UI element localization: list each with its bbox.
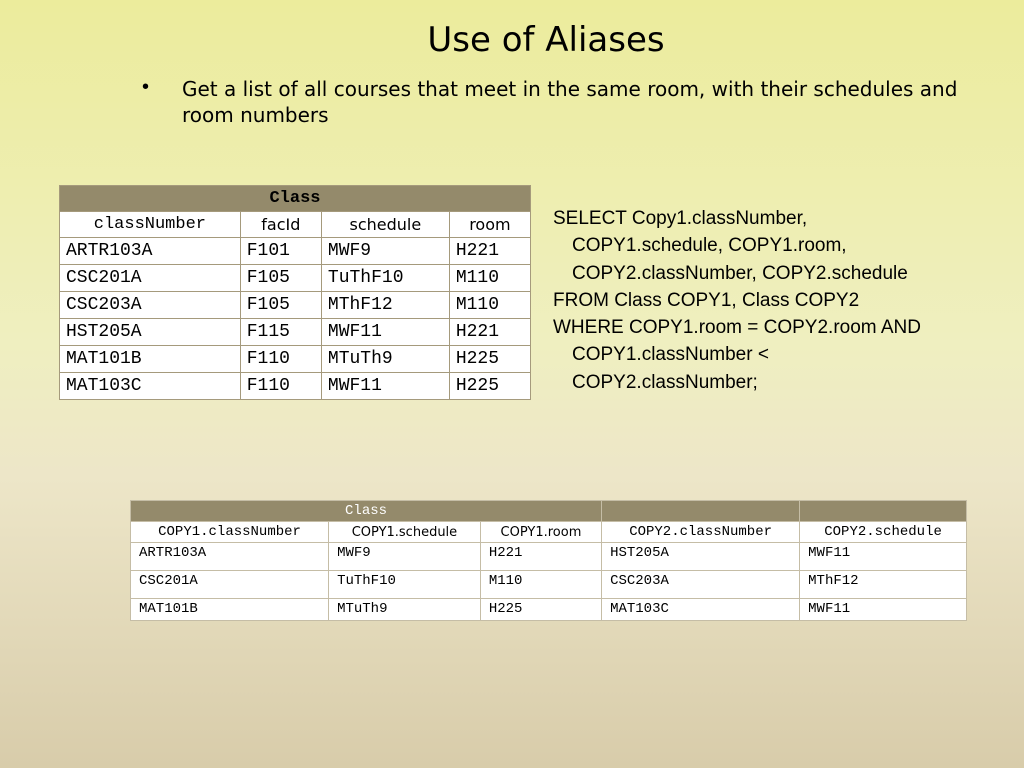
table-cell: MAT101B xyxy=(60,346,241,373)
col-header-copy1-schedule: COPY1.schedule xyxy=(329,522,481,543)
table-cell: F105 xyxy=(240,292,321,319)
slide-title: Use of Aliases xyxy=(427,20,665,60)
col-header-copy1-classnumber: COPY1.classNumber xyxy=(131,522,329,543)
table-cell: H225 xyxy=(449,373,530,400)
table-cell: H221 xyxy=(480,543,601,571)
table-cell: TuThF10 xyxy=(329,571,481,599)
sql-line: SELECT Copy1.classNumber, xyxy=(553,208,808,229)
table-cell: CSC203A xyxy=(602,571,800,599)
table-cell: M110 xyxy=(480,571,601,599)
bullet-icon: • xyxy=(142,76,150,98)
table-cell: F101 xyxy=(240,238,321,265)
table-cell: F110 xyxy=(240,346,321,373)
table-cell: MWF11 xyxy=(800,599,967,621)
result-table-header-blank xyxy=(602,501,800,522)
table-cell: CSC201A xyxy=(60,265,241,292)
table-cell: H221 xyxy=(449,238,530,265)
result-table-header-blank xyxy=(800,501,967,522)
table-cell: ARTR103A xyxy=(131,543,329,571)
table-row xyxy=(60,238,531,265)
sql-line: WHERE COPY1.room = COPY2.room AND xyxy=(553,317,921,339)
table-cell: CSC203A xyxy=(60,292,241,319)
col-header-copy2-classnumber: COPY2.classNumber xyxy=(602,522,800,543)
col-header-classnumber: classNumber xyxy=(60,212,241,238)
sql-line: COPY2.classNumber, COPY2.schedule xyxy=(572,262,908,284)
result-table-columns xyxy=(131,522,967,543)
table-cell: MAT103C xyxy=(60,373,241,400)
result-table-header-row xyxy=(131,501,967,522)
table-cell: MWF9 xyxy=(321,238,449,265)
table-row xyxy=(131,543,967,571)
table-row xyxy=(60,346,531,373)
table-cell: M110 xyxy=(449,265,530,292)
sql-line: COPY1.schedule, COPY1.room, xyxy=(572,235,847,257)
result-table-header: Class xyxy=(131,501,602,522)
table-cell: F115 xyxy=(240,319,321,346)
col-header-copy1-room: COPY1.room xyxy=(480,522,601,543)
sql-query xyxy=(553,205,1013,396)
col-header-room: room xyxy=(449,212,530,238)
table-cell: ARTR103A xyxy=(60,238,241,265)
sql-line: FROM Class COPY1, Class COPY2 xyxy=(553,289,860,311)
table-cell: MTuTh9 xyxy=(329,599,481,621)
table-cell: H225 xyxy=(449,346,530,373)
col-header-copy2-schedule: COPY2.schedule xyxy=(800,522,967,543)
table-row xyxy=(60,319,531,346)
table-row xyxy=(60,265,531,292)
table-cell: H221 xyxy=(449,319,530,346)
sql-line: COPY2.classNumber; xyxy=(572,371,758,393)
table-row xyxy=(131,599,967,621)
col-header-schedule: schedule xyxy=(321,212,449,238)
table-cell: MAT103C xyxy=(602,599,800,621)
col-header-facid: facId xyxy=(240,212,321,238)
table-cell: MWF9 xyxy=(329,543,481,571)
result-table xyxy=(130,500,967,621)
table-cell: M110 xyxy=(449,292,530,319)
table-row xyxy=(131,571,967,599)
table-cell: MTuTh9 xyxy=(321,346,449,373)
table-cell: TuThF10 xyxy=(321,265,449,292)
sql-line: COPY1.classNumber < xyxy=(572,344,769,366)
table-cell: MWF11 xyxy=(321,319,449,346)
table-cell: F105 xyxy=(240,265,321,292)
table-cell: CSC201A xyxy=(131,571,329,599)
table-cell: H225 xyxy=(480,599,601,621)
table-row xyxy=(60,292,531,319)
table-cell: MAT101B xyxy=(131,599,329,621)
table-cell: MWF11 xyxy=(321,373,449,400)
bullet-text: Get a list of all courses that meet in the same room, with their schedules and room numbers xyxy=(182,77,958,127)
class-table xyxy=(59,185,531,400)
table-cell: MThF12 xyxy=(800,571,967,599)
table-cell: HST205A xyxy=(60,319,241,346)
class-table-header: Class xyxy=(60,186,531,212)
table-cell: HST205A xyxy=(602,543,800,571)
table-cell: MWF11 xyxy=(800,543,967,571)
class-table-columns xyxy=(60,212,531,238)
table-cell: F110 xyxy=(240,373,321,400)
table-cell: MThF12 xyxy=(321,292,449,319)
table-row xyxy=(60,373,531,400)
